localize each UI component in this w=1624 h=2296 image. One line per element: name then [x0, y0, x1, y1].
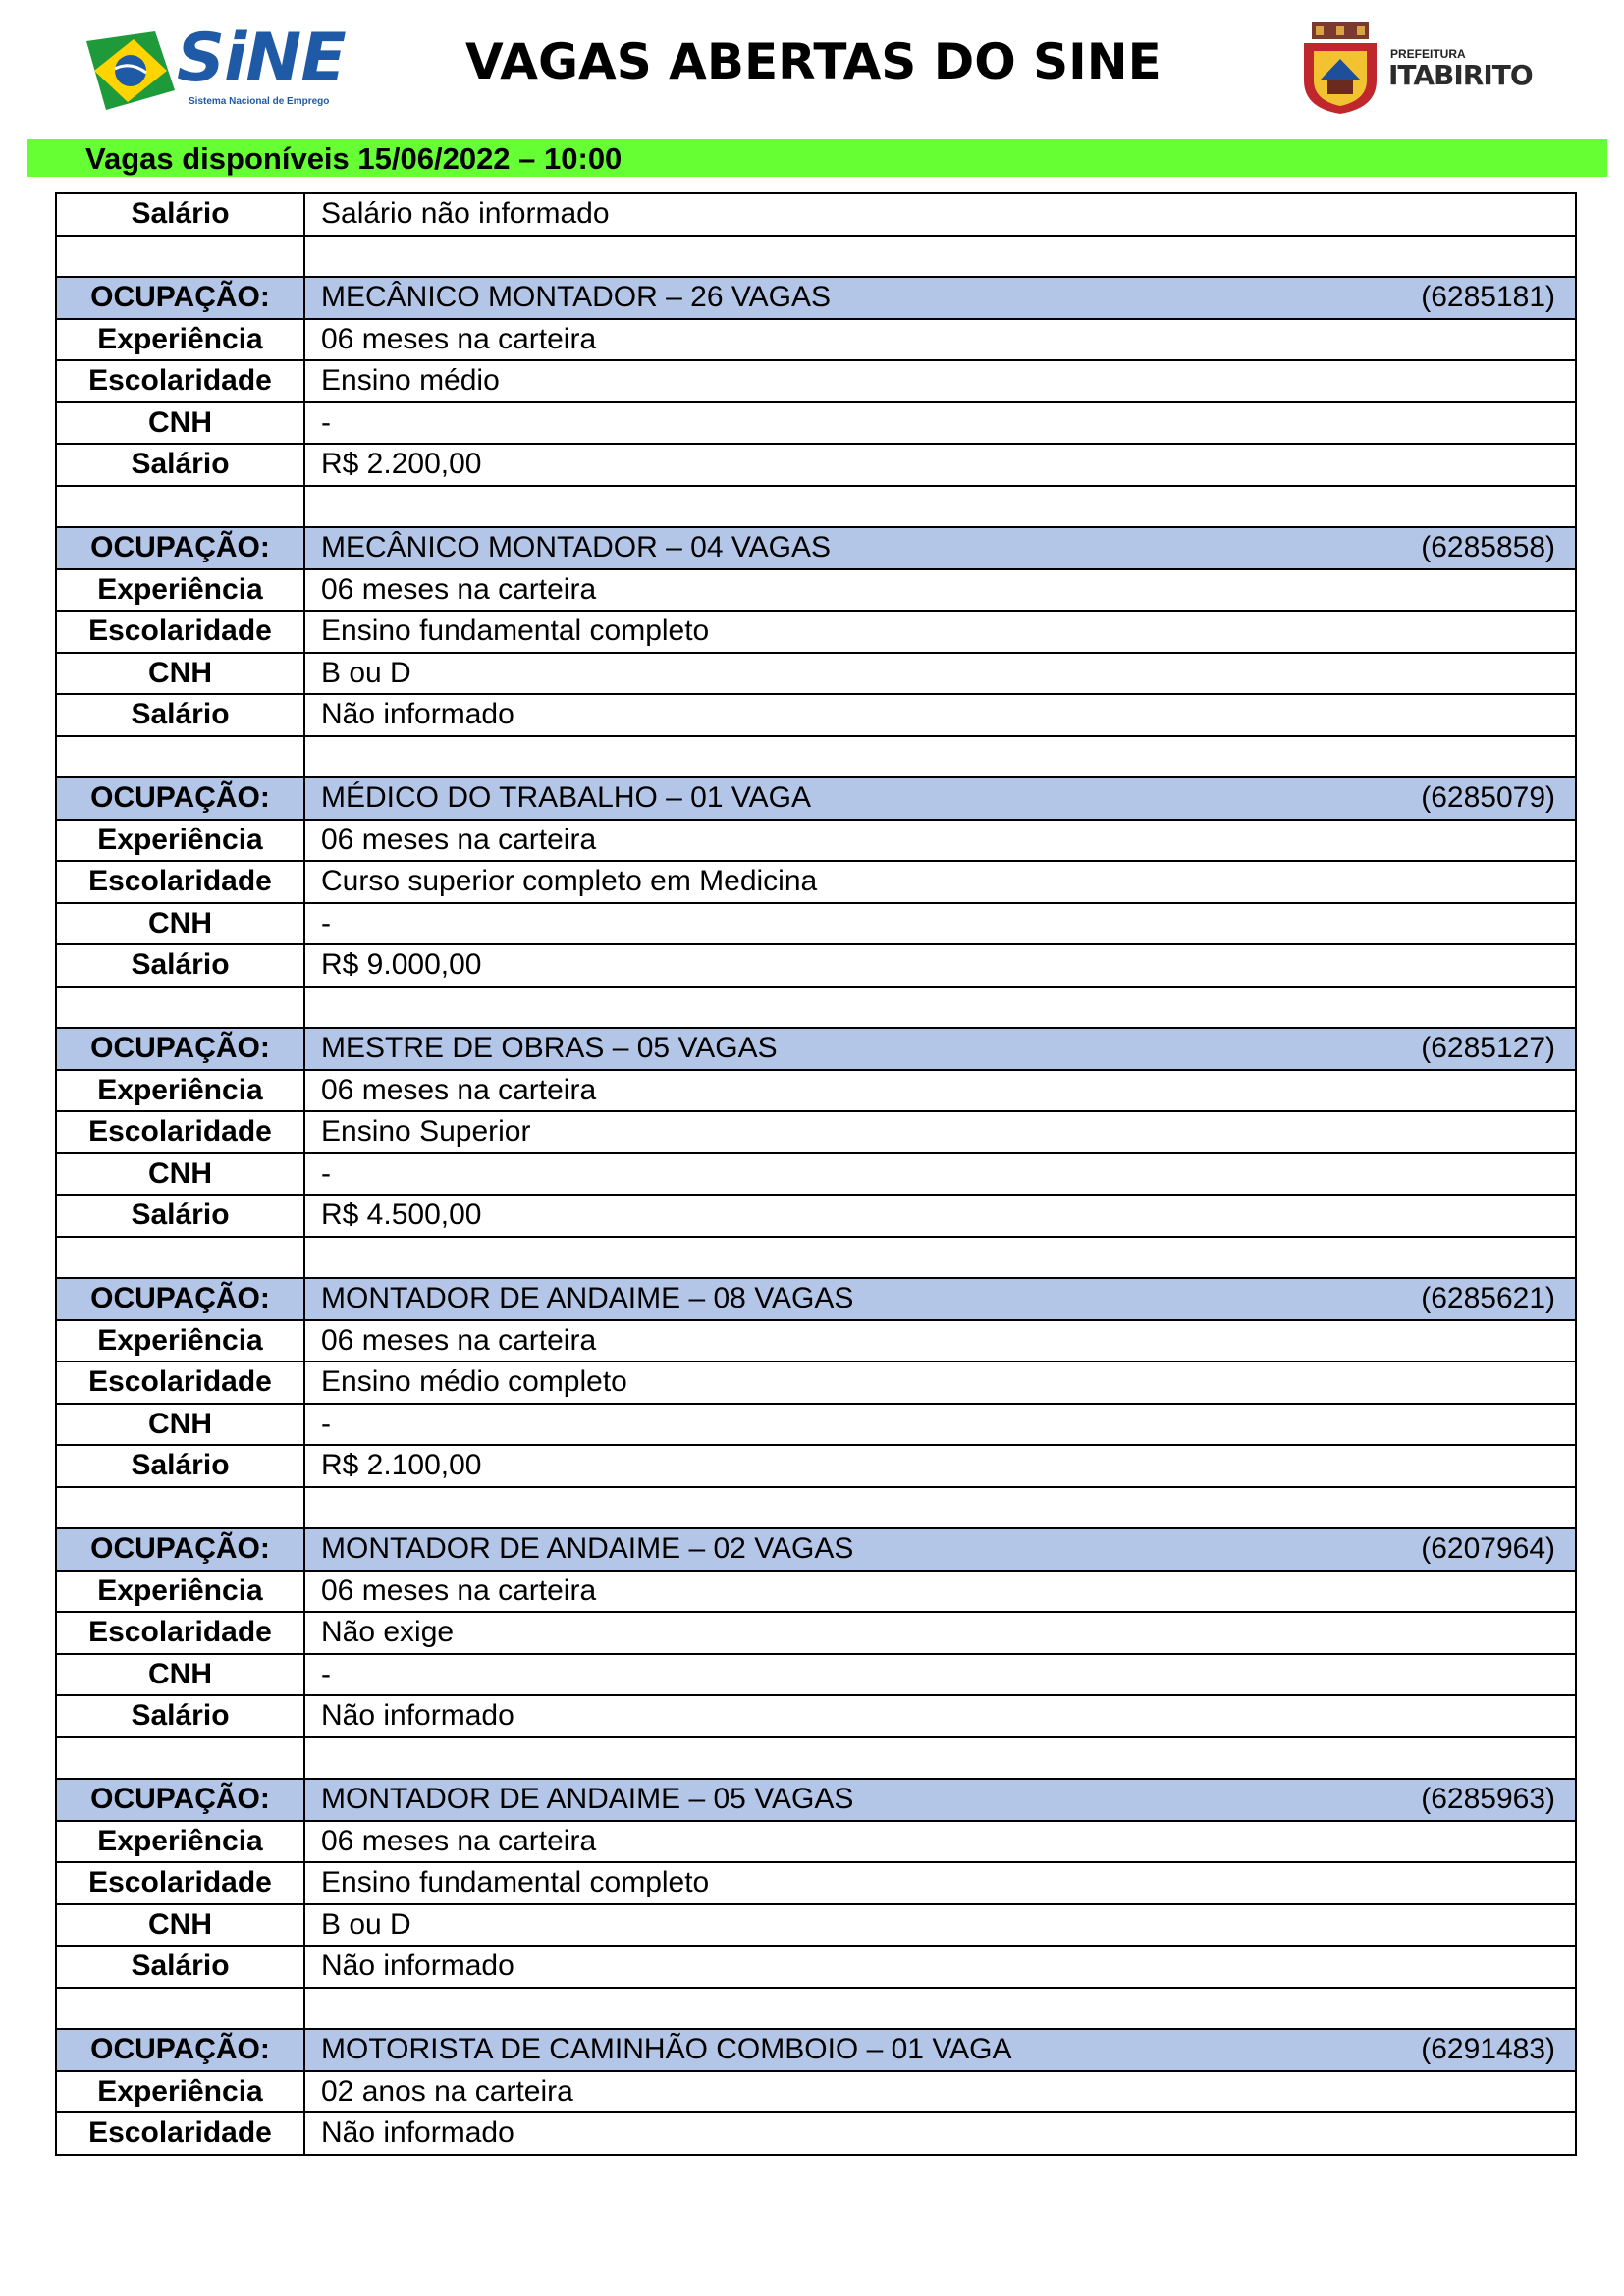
- occupation-label: OCUPAÇÃO:: [56, 277, 304, 319]
- occupation-title: MOTORISTA DE CAMINHÃO COMBOIO – 01 VAGA: [321, 2033, 1012, 2066]
- occupation-code: (6291483): [1421, 2033, 1555, 2066]
- sine-logo: [86, 20, 361, 114]
- table-row: [56, 944, 1576, 987]
- escolaridade-value: Ensino fundamental completo: [304, 1862, 1576, 1904]
- spacer-cell: [304, 1487, 1576, 1529]
- spacer-row: [56, 1487, 1576, 1529]
- table-row: [56, 694, 1576, 736]
- occupation-cell: [304, 1779, 1576, 1821]
- sine-logo-text: SiNE: [177, 20, 346, 97]
- prefeitura-logo: [1298, 22, 1543, 116]
- occupation-code: (6285181): [1421, 281, 1555, 314]
- salario-label: Salário: [56, 1695, 304, 1737]
- escolaridade-label: Escolaridade: [56, 611, 304, 653]
- table-row: [56, 1111, 1576, 1153]
- table-row: [56, 1445, 1576, 1487]
- cnh-label: CNH: [56, 1404, 304, 1446]
- table-row: [56, 1195, 1576, 1237]
- cnh-label: CNH: [56, 1904, 304, 1947]
- salario-label: Salário: [56, 1195, 304, 1237]
- spacer-cell: [304, 987, 1576, 1029]
- occupation-label: OCUPAÇÃO:: [56, 2029, 304, 2071]
- table-row: [56, 1612, 1576, 1654]
- experiencia-value: 06 meses na carteira: [304, 1821, 1576, 1863]
- occupation-title: MESTRE DE OBRAS – 05 VAGAS: [321, 1032, 778, 1065]
- occupation-cell: [304, 527, 1576, 569]
- cnh-label: CNH: [56, 1654, 304, 1696]
- experiencia-label: Experiência: [56, 1320, 304, 1362]
- table-row: [56, 820, 1576, 862]
- escolaridade-value: Ensino médio: [304, 360, 1576, 402]
- spacer-cell: [56, 1737, 304, 1780]
- escolaridade-label: Escolaridade: [56, 861, 304, 903]
- escolaridade-value: Não exige: [304, 1612, 1576, 1654]
- table-row: [56, 569, 1576, 612]
- table-row: [56, 1362, 1576, 1404]
- row-value: Salário não informado: [304, 193, 1576, 236]
- escolaridade-label: Escolaridade: [56, 1362, 304, 1404]
- table-row: [56, 1153, 1576, 1196]
- occupation-title: MÉDICO DO TRABALHO – 01 VAGA: [321, 781, 812, 815]
- table-row: [56, 611, 1576, 653]
- table-row: [56, 1320, 1576, 1362]
- occupation-title: MECÂNICO MONTADOR – 04 VAGAS: [321, 531, 831, 564]
- salario-label: Salário: [56, 1445, 304, 1487]
- occupation-row: [56, 1028, 1576, 1070]
- occupation-wrap: [321, 1785, 1575, 1814]
- spacer-row: [56, 1988, 1576, 2030]
- table-row: [56, 360, 1576, 402]
- occupation-wrap: [321, 2035, 1575, 2064]
- escolaridade-value: Não informado: [304, 2112, 1576, 2155]
- occupation-wrap: [321, 533, 1575, 562]
- table-row: [56, 903, 1576, 945]
- experiencia-value: 06 meses na carteira: [304, 1320, 1576, 1362]
- salario-label: Salário: [56, 1946, 304, 1988]
- brazil-flag-icon: [86, 31, 175, 110]
- occupation-cell: [304, 1028, 1576, 1070]
- occupation-title: MONTADOR DE ANDAIME – 05 VAGAS: [321, 1783, 854, 1816]
- table-row: [56, 1404, 1576, 1446]
- occupation-cell: [304, 277, 1576, 319]
- salario-label: Salário: [56, 944, 304, 987]
- experiencia-value: 06 meses na carteira: [304, 319, 1576, 361]
- spacer-row: [56, 1737, 1576, 1780]
- table-row: [56, 1571, 1576, 1613]
- occupation-code: (6285127): [1421, 1032, 1555, 1065]
- cnh-value: B ou D: [304, 1904, 1576, 1947]
- occupation-row: [56, 277, 1576, 319]
- spacer-cell: [56, 987, 304, 1029]
- salario-value: R$ 2.100,00: [304, 1445, 1576, 1487]
- spacer-cell: [304, 1237, 1576, 1279]
- cnh-label: CNH: [56, 903, 304, 945]
- cnh-value: -: [304, 1153, 1576, 1196]
- spacer-cell: [304, 1737, 1576, 1780]
- spacer-cell: [304, 236, 1576, 278]
- occupation-label: OCUPAÇÃO:: [56, 1278, 304, 1320]
- occupation-wrap: [321, 783, 1575, 813]
- spacer-cell: [304, 736, 1576, 778]
- experiencia-value: 06 meses na carteira: [304, 1571, 1576, 1613]
- table-row: [56, 2112, 1576, 2155]
- occupation-cell: [304, 1278, 1576, 1320]
- escolaridade-value: Ensino médio completo: [304, 1362, 1576, 1404]
- prefeitura-city: ITABIRITO: [1388, 59, 1533, 91]
- spacer-row: [56, 736, 1576, 778]
- prefeitura-label: PREFEITURA: [1390, 47, 1466, 61]
- date-banner-text: Vagas disponíveis 15/06/2022 – 10:00: [85, 141, 623, 176]
- occupation-code: (6285963): [1421, 1783, 1555, 1816]
- cnh-value: -: [304, 1404, 1576, 1446]
- table-row: [56, 319, 1576, 361]
- experiencia-label: Experiência: [56, 1821, 304, 1863]
- salario-value: Não informado: [304, 1946, 1576, 1988]
- experiencia-label: Experiência: [56, 319, 304, 361]
- salario-value: Não informado: [304, 694, 1576, 736]
- occupation-wrap: [321, 1284, 1575, 1313]
- salario-value: Não informado: [304, 1695, 1576, 1737]
- escolaridade-value: Ensino Superior: [304, 1111, 1576, 1153]
- occupation-code: (6207964): [1421, 1532, 1555, 1566]
- occupation-row: [56, 527, 1576, 569]
- table-row: [56, 1654, 1576, 1696]
- escolaridade-label: Escolaridade: [56, 360, 304, 402]
- escolaridade-label: Escolaridade: [56, 1111, 304, 1153]
- experiencia-label: Experiência: [56, 1571, 304, 1613]
- spacer-row: [56, 1237, 1576, 1279]
- occupation-cell: [304, 2029, 1576, 2071]
- salario-label: Salário: [56, 694, 304, 736]
- spacer-cell: [56, 236, 304, 278]
- spacer-cell: [56, 1237, 304, 1279]
- table-row: [56, 193, 1576, 236]
- sine-logo-subtitle: Sistema Nacional de Emprego: [189, 96, 330, 107]
- experiencia-value: 06 meses na carteira: [304, 820, 1576, 862]
- escolaridade-value: Curso superior completo em Medicina: [304, 861, 1576, 903]
- escolaridade-label: Escolaridade: [56, 1612, 304, 1654]
- occupation-wrap: [321, 1034, 1575, 1063]
- cnh-value: -: [304, 903, 1576, 945]
- table-row: [56, 402, 1576, 445]
- occupation-title: MONTADOR DE ANDAIME – 02 VAGAS: [321, 1532, 854, 1566]
- escolaridade-label: Escolaridade: [56, 1862, 304, 1904]
- occupation-row: [56, 1779, 1576, 1821]
- occupation-cell: [304, 777, 1576, 820]
- occupation-row: [56, 777, 1576, 820]
- spacer-cell: [56, 1487, 304, 1529]
- occupation-wrap: [321, 1534, 1575, 1564]
- cnh-value: -: [304, 402, 1576, 445]
- spacer-cell: [56, 486, 304, 528]
- spacer-row: [56, 236, 1576, 278]
- occupation-code: (6285621): [1421, 1282, 1555, 1315]
- occupation-wrap: [321, 283, 1575, 312]
- experiencia-value: 06 meses na carteira: [304, 569, 1576, 612]
- occupation-label: OCUPAÇÃO:: [56, 1779, 304, 1821]
- spacer-cell: [304, 486, 1576, 528]
- row-label: Salário: [56, 193, 304, 236]
- salario-value: R$ 4.500,00: [304, 1195, 1576, 1237]
- spacer-row: [56, 486, 1576, 528]
- spacer-cell: [56, 736, 304, 778]
- experiencia-label: Experiência: [56, 1070, 304, 1112]
- experiencia-label: Experiência: [56, 820, 304, 862]
- table-row: [56, 1904, 1576, 1947]
- occupation-row: [56, 1278, 1576, 1320]
- spacer-cell: [56, 1988, 304, 2030]
- cnh-value: -: [304, 1654, 1576, 1696]
- spacer-row: [56, 987, 1576, 1029]
- experiencia-label: Experiência: [56, 569, 304, 612]
- experiencia-label: Experiência: [56, 2071, 304, 2113]
- escolaridade-label: Escolaridade: [56, 2112, 304, 2155]
- occupation-label: OCUPAÇÃO:: [56, 527, 304, 569]
- table-row: [56, 861, 1576, 903]
- table-row: [56, 1862, 1576, 1904]
- cnh-value: B ou D: [304, 653, 1576, 695]
- table-row: [56, 1695, 1576, 1737]
- experiencia-value: 02 anos na carteira: [304, 2071, 1576, 2113]
- jobs-table: [55, 192, 1577, 2156]
- table-row: [56, 1821, 1576, 1863]
- page-title: VAGAS ABERTAS DO SINE: [465, 33, 1162, 90]
- cnh-label: CNH: [56, 1153, 304, 1196]
- salario-value: R$ 9.000,00: [304, 944, 1576, 987]
- page-header: [0, 0, 1624, 137]
- table-row: [56, 653, 1576, 695]
- salario-value: R$ 2.200,00: [304, 444, 1576, 486]
- occupation-row: [56, 2029, 1576, 2071]
- occupation-label: OCUPAÇÃO:: [56, 1028, 304, 1070]
- cnh-label: CNH: [56, 653, 304, 695]
- occupation-code: (6285079): [1421, 781, 1555, 815]
- occupation-cell: [304, 1528, 1576, 1571]
- occupation-title: MECÂNICO MONTADOR – 26 VAGAS: [321, 281, 831, 314]
- city-crest-icon: [1298, 22, 1382, 114]
- occupation-row: [56, 1528, 1576, 1571]
- occupation-title: MONTADOR DE ANDAIME – 08 VAGAS: [321, 1282, 854, 1315]
- table-row: [56, 1946, 1576, 1988]
- table-row: [56, 1070, 1576, 1112]
- cnh-label: CNH: [56, 402, 304, 445]
- table-row: [56, 2071, 1576, 2113]
- escolaridade-value: Ensino fundamental completo: [304, 611, 1576, 653]
- salario-label: Salário: [56, 444, 304, 486]
- spacer-cell: [304, 1988, 1576, 2030]
- date-banner: [27, 139, 1607, 177]
- occupation-label: OCUPAÇÃO:: [56, 1528, 304, 1571]
- table-row: [56, 444, 1576, 486]
- occupation-label: OCUPAÇÃO:: [56, 777, 304, 820]
- occupation-code: (6285858): [1421, 531, 1555, 564]
- experiencia-value: 06 meses na carteira: [304, 1070, 1576, 1112]
